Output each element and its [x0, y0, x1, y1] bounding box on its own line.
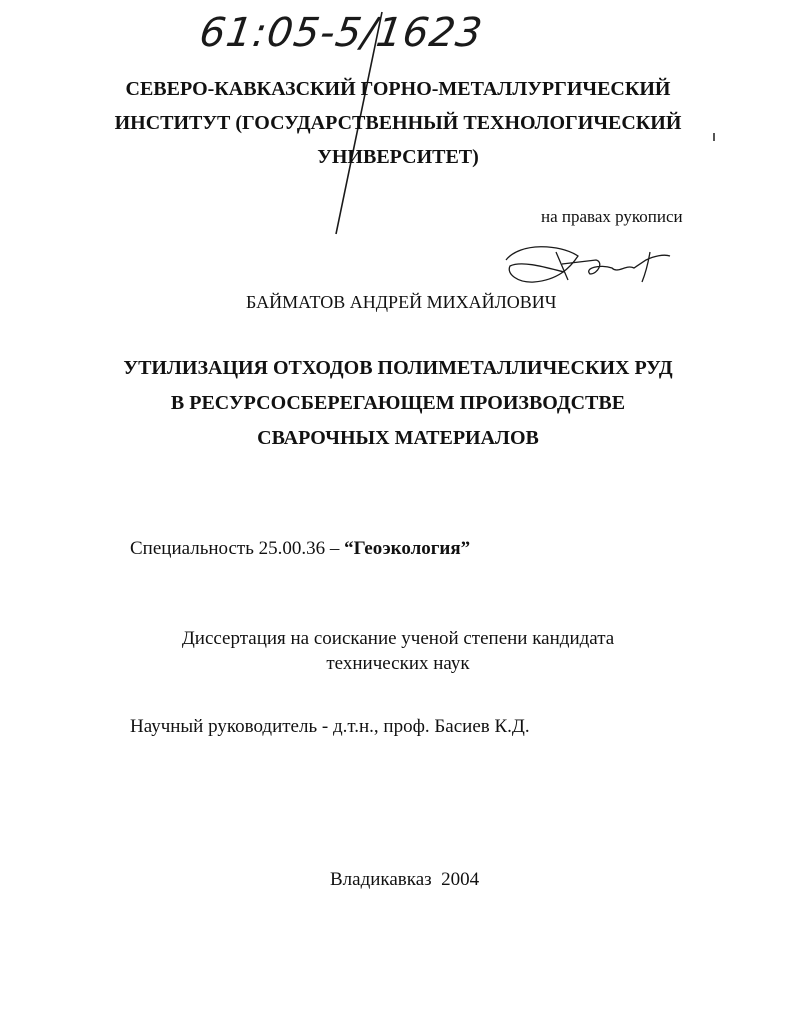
scientific-advisor: Научный руководитель - д.т.н., проф. Басиев К.Д. [130, 716, 530, 737]
manuscript-note: на правах рукописи [541, 207, 683, 226]
handwritten-catalog-code: 61:05-5/1623 [196, 10, 486, 56]
title-line-3: СВАРОЧНЫХ МАТЕРИАЛОВ [257, 427, 539, 449]
specialty-name: “Геоэкология” [344, 538, 471, 559]
institute-line-2: ИНСТИТУТ (ГОСУДАРСТВЕННЫЙ ТЕХНОЛОГИЧЕСКИЙ [114, 112, 682, 134]
city-year: Владикавказ 2004 [330, 869, 480, 890]
specialty-prefix: Специальность 25.00.36 – [130, 538, 345, 559]
thesis-line-2: технических наук [326, 653, 470, 674]
title-line-1: УТИЛИЗАЦИЯ ОТХОДОВ ПОЛИМЕТАЛЛИЧЕСКИХ РУД [123, 357, 673, 379]
author-name: БАЙМАТОВ АНДРЕЙ МИХАЙЛОВИЧ [246, 292, 557, 312]
specialty-line [130, 538, 470, 560]
title-line-2: В РЕСУРСОСБЕРЕГАЮЩЕМ ПРОИЗВОДСТВЕ [170, 392, 626, 414]
institute-line-3: УНИВЕРСИТЕТ) [317, 146, 479, 168]
thesis-line-1: Диссертация на соискание ученой степени кандидата [181, 628, 615, 649]
signature-icon [500, 238, 675, 290]
institute-line-1: СЕВЕРО-КАВКАЗСКИЙ ГОРНО-МЕТАЛЛУРГИЧЕСКИЙ [125, 78, 671, 100]
scan-mark [713, 133, 715, 141]
